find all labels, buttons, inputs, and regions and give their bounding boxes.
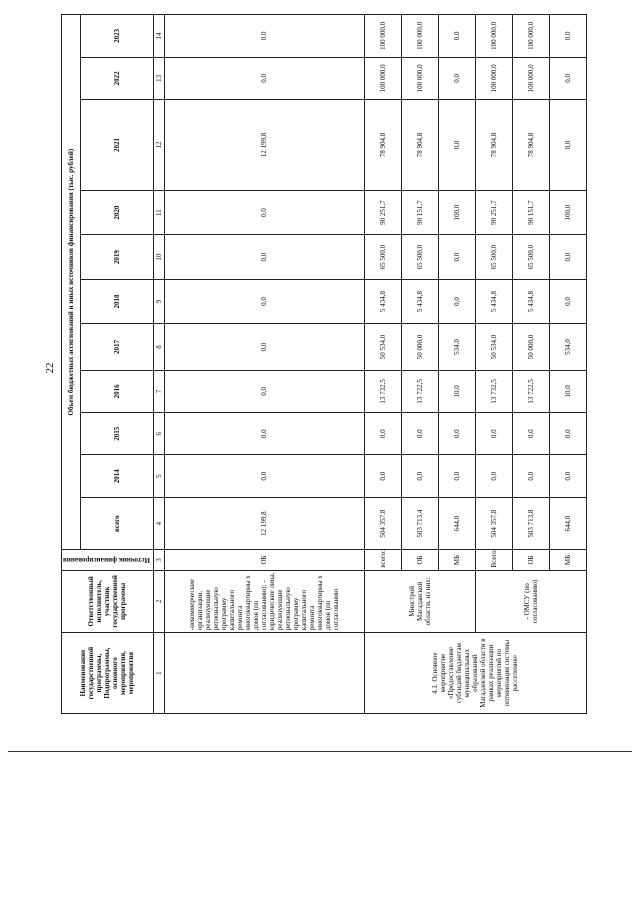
col-number: 4 <box>153 497 164 550</box>
row-source-cell: Всего: <box>475 550 512 570</box>
value-cell: 0,0 <box>475 413 512 455</box>
value-cell: 0,0 <box>438 57 475 99</box>
value-cell: 0,0 <box>164 370 364 412</box>
header-year-2016: 2016 <box>80 370 153 412</box>
value-cell: 0,0 <box>164 190 364 234</box>
value-cell: 5 434,8 <box>401 279 438 323</box>
value-cell: 0,0 <box>475 455 512 497</box>
col-number: 14 <box>153 15 164 58</box>
header-year-2017: 2017 <box>80 324 153 370</box>
value-cell: 504 357,8 <box>364 497 401 550</box>
row-source-cell: ОБ <box>401 550 438 570</box>
header-executor: Ответственный исполнитель, участник государственной программы <box>62 570 154 633</box>
header-year-2015: 2015 <box>80 413 153 455</box>
value-cell: 503 713,8 <box>512 497 549 550</box>
value-cell: 0,0 <box>438 455 475 497</box>
value-cell: 78 904,8 <box>364 100 401 191</box>
col-number: 8 <box>153 324 164 370</box>
value-cell: 100 000,0 <box>512 15 549 58</box>
row-source-cell: ОБ <box>512 550 549 570</box>
col-number: 6 <box>153 413 164 455</box>
value-cell: 65 500,0 <box>364 235 401 279</box>
col-number: 1 <box>153 633 164 714</box>
value-cell: 0,0 <box>164 279 364 323</box>
row-name-cell <box>164 633 364 714</box>
value-cell: 13 722,5 <box>401 370 438 412</box>
value-cell: 0,0 <box>549 100 586 191</box>
value-cell: 90 251,7 <box>475 190 512 234</box>
header-year-2020: 2020 <box>80 190 153 234</box>
page-divider <box>8 751 632 752</box>
value-cell: 65 500,0 <box>401 235 438 279</box>
value-cell: 534,0 <box>549 324 586 370</box>
value-cell: 0,0 <box>512 413 549 455</box>
value-cell: 504 357,8 <box>475 497 512 550</box>
header-year-2021: 2021 <box>80 100 153 191</box>
col-number: 12 <box>153 100 164 191</box>
value-cell: 50 000,0 <box>401 324 438 370</box>
header-year-2014: 2014 <box>80 455 153 497</box>
header-year-2018: 2018 <box>80 279 153 323</box>
value-cell: 644,0 <box>549 497 586 550</box>
row-executor-cell: - ОМСУ (по согласованию) <box>475 570 586 633</box>
value-cell: 90 251,7 <box>364 190 401 234</box>
col-number: 5 <box>153 455 164 497</box>
value-cell: 534,0 <box>438 324 475 370</box>
value-cell: 0,0 <box>438 100 475 191</box>
value-cell: 100 000,0 <box>364 15 401 58</box>
col-number: 2 <box>153 570 164 633</box>
col-number: 10 <box>153 235 164 279</box>
value-cell: 50 000,0 <box>512 324 549 370</box>
row-name-cell: 4.1. Основное мероприятие «Предоставление субсидий бюджетам муниципальных образований Магаданской области в рамках реализации мероприятий по оптимизации системы расселения» <box>364 633 586 714</box>
table-row <box>475 15 512 714</box>
value-cell: 10,0 <box>438 370 475 412</box>
value-cell: 13 732,5 <box>475 370 512 412</box>
table-viewport <box>61 14 572 714</box>
value-cell: 5 434,8 <box>364 279 401 323</box>
value-cell: 503 713,4 <box>401 497 438 550</box>
value-cell: 0,0 <box>438 235 475 279</box>
value-cell: 78 904,8 <box>475 100 512 191</box>
header-source-text: Источник финансирования <box>63 556 150 564</box>
col-number: 7 <box>153 370 164 412</box>
value-cell: 0,0 <box>549 15 586 58</box>
value-cell: 0,0 <box>364 455 401 497</box>
value-cell: 50 534,0 <box>475 324 512 370</box>
page-number: 22 <box>44 362 56 374</box>
value-cell: 0,0 <box>401 455 438 497</box>
table-row <box>164 15 364 714</box>
value-cell: 100 000,0 <box>401 57 438 99</box>
row-source-cell: ОБ <box>164 550 364 570</box>
value-cell: 13 732,5 <box>364 370 401 412</box>
value-cell: 100 000,0 <box>364 57 401 99</box>
budget-table <box>61 14 587 714</box>
value-cell: 78 904,8 <box>512 100 549 191</box>
value-cell: 0,0 <box>364 413 401 455</box>
table-row <box>364 15 401 714</box>
value-cell: 50 534,0 <box>364 324 401 370</box>
value-cell: 90 151,7 <box>512 190 549 234</box>
col-number: 9 <box>153 279 164 323</box>
row-source-cell: МБ <box>549 550 586 570</box>
value-cell: 0,0 <box>164 235 364 279</box>
value-cell: 100 000,0 <box>512 57 549 99</box>
value-cell: 0,0 <box>549 413 586 455</box>
value-cell: 0,0 <box>438 413 475 455</box>
header-year-total: всего <box>80 497 153 550</box>
value-cell: 100 000,0 <box>401 15 438 58</box>
value-cell: 5 434,8 <box>512 279 549 323</box>
value-cell: 100,0 <box>438 190 475 234</box>
value-cell: 0,0 <box>549 57 586 99</box>
value-cell: 12 199,8 <box>164 100 364 191</box>
value-cell: 78 904,8 <box>401 100 438 191</box>
value-cell: 10,0 <box>549 370 586 412</box>
header-year-2022: 2022 <box>80 57 153 99</box>
value-cell: 0,0 <box>164 57 364 99</box>
value-cell: 0,0 <box>438 15 475 58</box>
row-source-cell: МБ <box>438 550 475 570</box>
value-cell: 0,0 <box>512 455 549 497</box>
value-cell: 100,0 <box>549 190 586 234</box>
col-number: 3 <box>153 550 164 570</box>
value-cell: 90 151,7 <box>401 190 438 234</box>
value-cell: 0,0 <box>164 413 364 455</box>
value-cell: 0,0 <box>164 324 364 370</box>
value-cell: 100 000,0 <box>475 15 512 58</box>
row-executor-cell: Минстрой Магаданской области, из них: <box>364 570 475 633</box>
value-cell: 0,0 <box>164 15 364 58</box>
value-cell: 13 722,5 <box>512 370 549 412</box>
value-cell: 0,0 <box>549 279 586 323</box>
row-source-cell: всего: <box>364 550 401 570</box>
value-cell: 65 500,0 <box>512 235 549 279</box>
header-year-2019: 2019 <box>80 235 153 279</box>
value-cell: 0,0 <box>164 455 364 497</box>
col-number: 11 <box>153 190 164 234</box>
header-year-2023: 2023 <box>80 15 153 58</box>
header-name: Наименование государственной программы, Подпрограммы, основного мероприятия, мероприятия <box>62 633 154 714</box>
value-cell: 0,0 <box>549 235 586 279</box>
value-cell: 5 434,8 <box>475 279 512 323</box>
value-cell: 0,0 <box>438 279 475 323</box>
row-executor-cell: -некоммерческие организации, реализующие региональную программу капитального ремонта многоквартирны х домов (по согласованию); - юридические лица, реализующие региональную программу капитального ремонта многоквартирны х домов (по согласованию <box>164 570 364 633</box>
rotated-page <box>61 14 572 714</box>
header-budget-group: Объем бюджетных ассигнований и иных источников финансирования (тыс. рублей) <box>62 15 81 550</box>
value-cell: 65 500,0 <box>475 235 512 279</box>
header-source <box>62 550 154 570</box>
value-cell: 0,0 <box>549 455 586 497</box>
value-cell: 0,0 <box>401 413 438 455</box>
value-cell: 644,0 <box>438 497 475 550</box>
header-row-1 <box>62 15 81 714</box>
header-number-row <box>153 15 164 714</box>
value-cell: 12 199,8 <box>164 497 364 550</box>
value-cell: 100 000,0 <box>475 57 512 99</box>
col-number: 13 <box>153 57 164 99</box>
